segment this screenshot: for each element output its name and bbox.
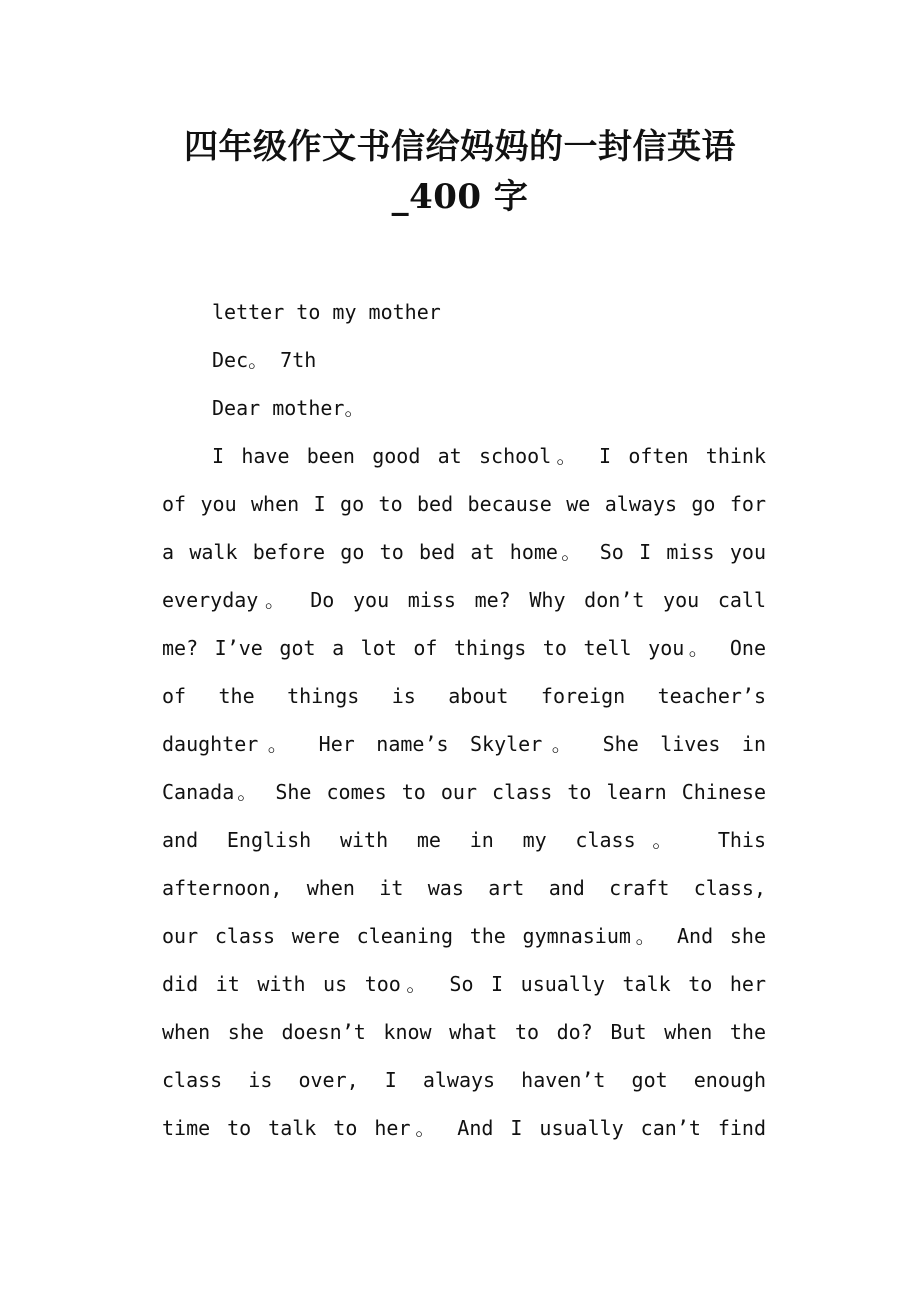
- letter-line: of you when I go to bed because we always go for: [162, 492, 766, 516]
- letter-line: I have been good at school。 I often think: [212, 444, 766, 468]
- letter-line: class is over, I always haven’t got enough: [162, 1068, 766, 1092]
- letter-line: Dear mother。: [212, 396, 365, 420]
- letter-line: when she doesn’t know what to do? But when the: [162, 1020, 766, 1044]
- letter-line: daughter。 Her name’s Skyler。 She lives in: [162, 732, 766, 756]
- letter-line: Dec。 7th: [212, 348, 317, 372]
- title-line-2: _400 字: [391, 177, 529, 217]
- letter-line: of the things is about foreign teacher’s: [162, 684, 766, 708]
- letter-line: letter to my mother: [212, 300, 441, 324]
- letter-line: our class were cleaning the gymnasium。 And she: [162, 924, 766, 948]
- letter-line: afternoon, when it was art and craft class,: [162, 876, 766, 900]
- letter-line: a walk before go to bed at home。 So I miss you: [162, 540, 766, 564]
- letter-line: everyday。 Do you miss me? Why don’t you call: [162, 588, 766, 612]
- letter-line: and English with me in my class。 This: [162, 828, 766, 852]
- document-title: [160, 122, 760, 222]
- letter-line: did it with us too。 So I usually talk to her: [162, 972, 766, 996]
- letter-body: [162, 292, 766, 1156]
- letter-line: Canada。 She comes to our class to learn Chinese: [162, 780, 766, 804]
- letter-line: me? I’ve got a lot of things to tell you。 One: [162, 636, 766, 660]
- letter-line: time to talk to her。 And I usually can’t find: [162, 1116, 766, 1140]
- title-line-1: 四年级作文书信给妈妈的一封信英语: [184, 127, 736, 167]
